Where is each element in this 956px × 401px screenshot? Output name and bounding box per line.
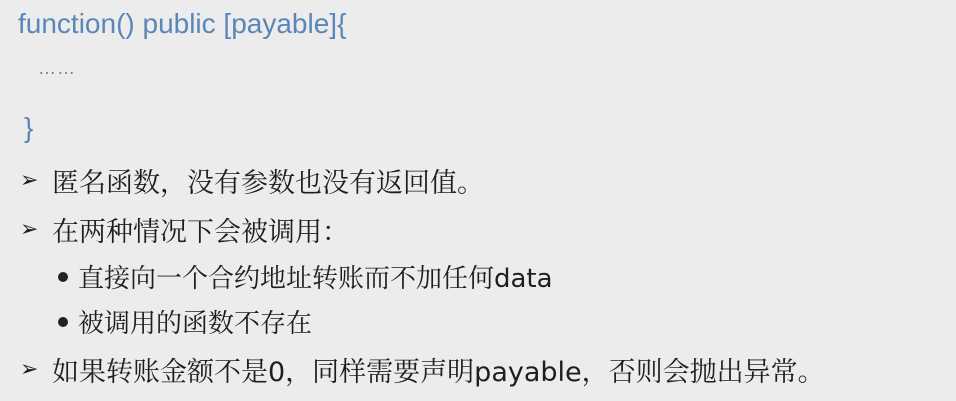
dot-bullet-icon [58, 317, 68, 327]
code-ellipsis: …… [38, 58, 76, 78]
code-signature: function() public [payable]{ [18, 8, 347, 39]
bullet-text-2: 在两种情况下会被调用： [52, 217, 349, 248]
sub-bullet-item-1 [58, 258, 553, 295]
dot-bullet-icon [58, 272, 68, 282]
bullet-item-1 [20, 161, 484, 200]
arrow-bullet-icon: ➢ [20, 356, 39, 382]
sub-bullet-text-2: 被调用的函数不存在 [78, 309, 313, 339]
arrow-bullet-icon: ➢ [20, 216, 39, 242]
sub-bullet-text-1: 直接向一个合约地址转账而不加任何data [78, 264, 553, 294]
code-closing-brace: } [24, 112, 34, 143]
bullet-item-3 [20, 350, 825, 389]
arrow-bullet-icon: ➢ [20, 167, 39, 193]
bullet-item-2 [20, 210, 349, 249]
bullet-text-1: 匿名函数，没有参数也没有返回值。 [52, 168, 484, 199]
bullet-text-3: 如果转账金额不是0，同样需要声明payable，否则会抛出异常。 [52, 357, 825, 388]
sub-bullet-item-2 [58, 303, 312, 340]
